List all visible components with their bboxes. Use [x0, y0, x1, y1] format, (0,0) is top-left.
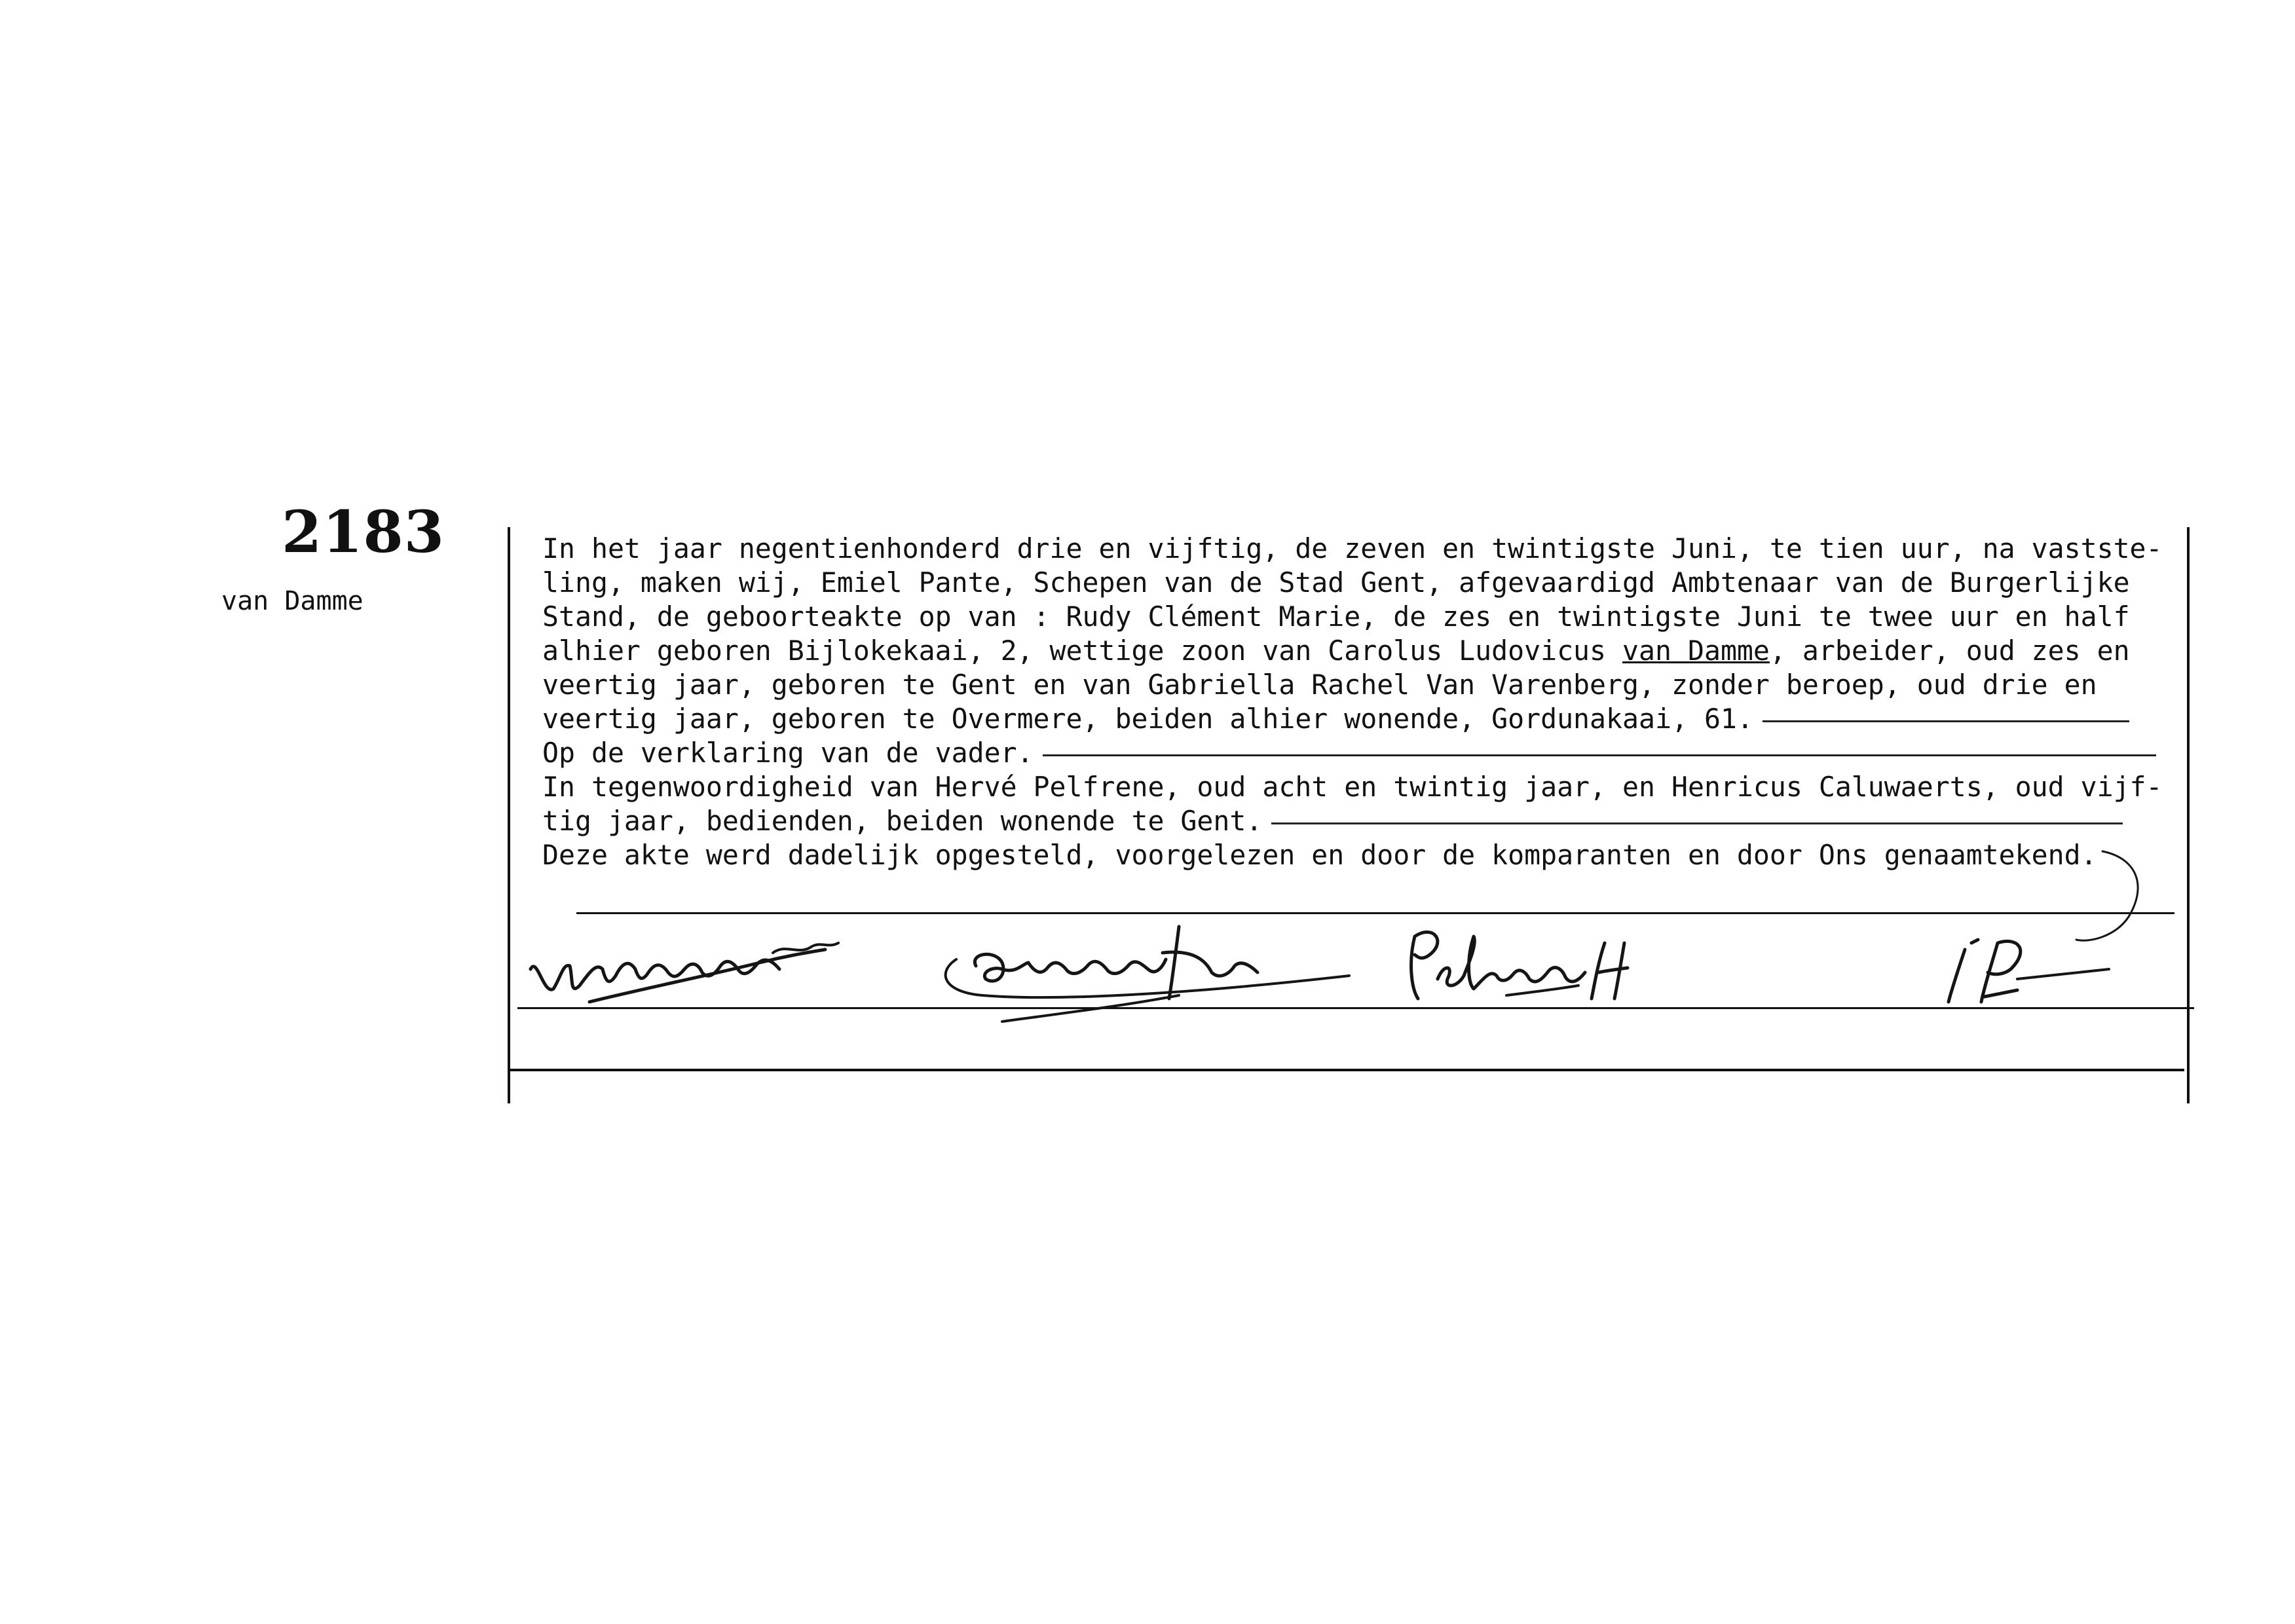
surname-underlined: van Damme: [1622, 635, 1770, 667]
text-line: In tegenwoordigheid van Hervé Pelfrene, oud acht en twintig jaar, en Henricus Caluwaerts, oud vijf-: [542, 771, 2163, 803]
text-segment: veertig jaar, geboren te Overmere, beiden alhier wonende, Gordunakaai, 61.: [542, 703, 1753, 735]
fill-rule: [1271, 822, 2123, 824]
text-line: Stand, de geboorteakte op van : Rudy Clément Marie, de zes en twintigste Juni te twee uur en half: [542, 600, 2130, 633]
text-segment: tig jaar, bedienden, beiden wonende te Gent.: [542, 805, 1263, 837]
text-segment: Op de verklaring van de vader.: [542, 737, 1034, 769]
text-line: In het jaar negentienhonderd drie en vijftig, de zeven en twintigste Juni, te tien uur, na vastste-: [542, 532, 2163, 564]
signature-officer: [1919, 845, 2201, 1015]
text-line: [542, 702, 2206, 736]
record-body: [542, 532, 2206, 872]
text-line: Deze akte werd dadelijk opgesteld, voorgelezen en door de komparanten en door Ons genaamtekend.: [542, 839, 2097, 871]
signature-caluwaerts: [930, 913, 1389, 1031]
fill-rule: [1763, 720, 2129, 722]
text-segment: , arbeider, oud zes en: [1769, 635, 2130, 667]
text-line: ling, maken wij, Emiel Pante, Schepen van de Stad Gent, afgevaardigd Ambtenaar van de Burgerlijke: [542, 566, 2130, 599]
text-line: [542, 736, 2206, 770]
fill-rule: [1043, 754, 2156, 756]
signature-van-damme: [524, 917, 865, 1015]
signature-pelfrene: [1402, 917, 1637, 1015]
act-surname: van Damme: [221, 586, 364, 616]
text-line: [542, 804, 2206, 838]
act-number: 2183: [282, 498, 445, 566]
record-end-rule: [508, 1069, 2184, 1071]
text-segment: alhier geboren Bijlokekaai, 2, wettige zoon van Carolus Ludovicus: [542, 635, 1623, 667]
text-line: [542, 634, 2206, 668]
text-line: veertig jaar, geboren te Gent en van Gabriella Rachel Van Varenberg, zonder beroep, oud drie en: [542, 669, 2097, 701]
